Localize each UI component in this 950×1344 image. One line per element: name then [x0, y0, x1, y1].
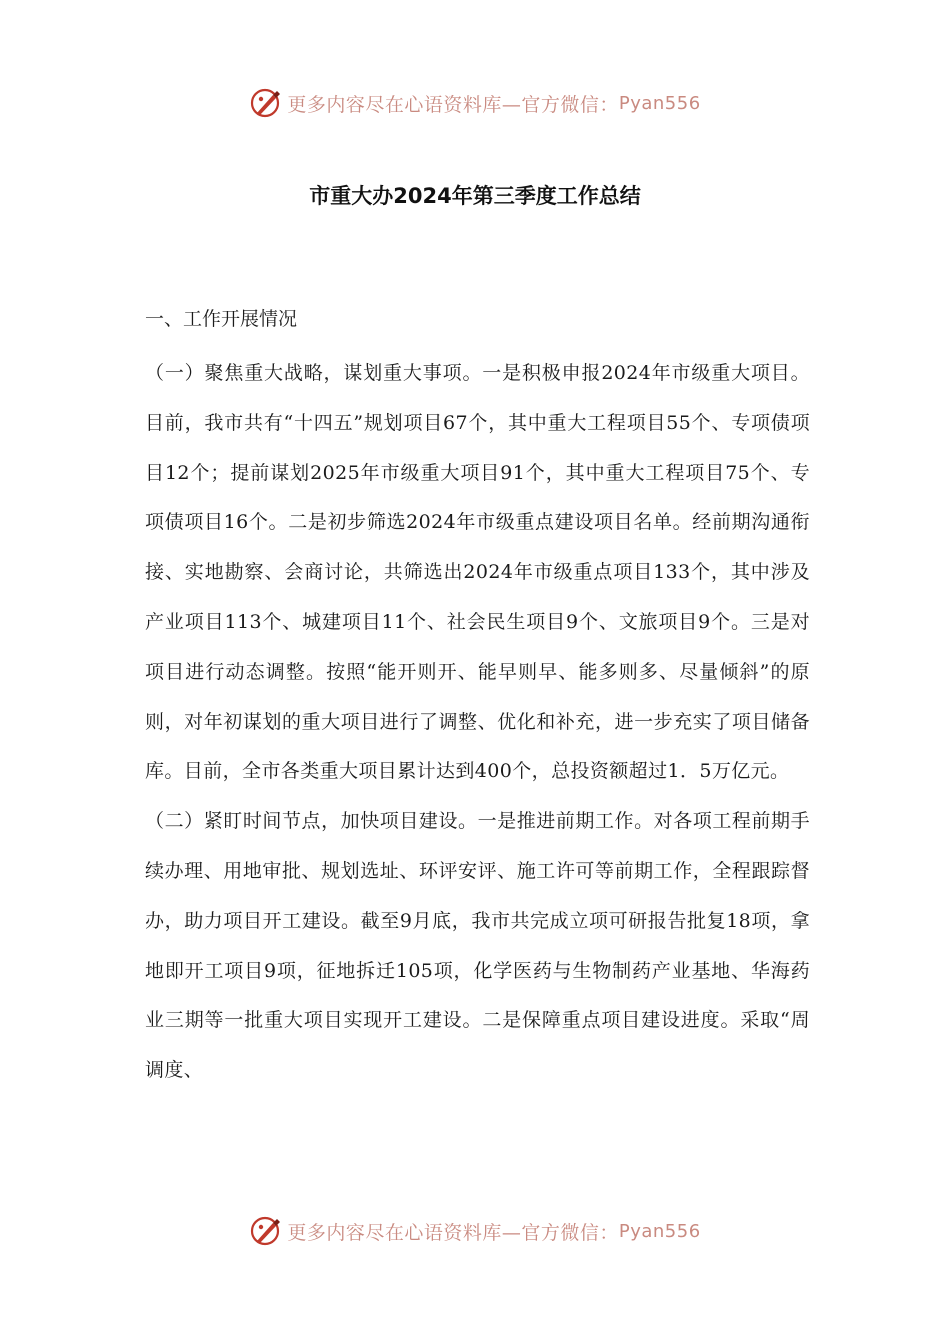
watermark-wechat-id: Pyan556 [618, 1220, 701, 1242]
watermark-footer [0, 1211, 950, 1251]
document-title: 市重大办2024年第三季度工作总结 [309, 184, 641, 208]
pen-logo-icon [249, 1214, 283, 1248]
watermark-text: 更多内容尽在心语资料库—官方微信： [287, 93, 619, 116]
pen-logo-icon [249, 86, 283, 120]
section-heading: 一、工作开展情况 [145, 308, 298, 330]
paragraph-2: （二）紧盯时间节点，加快项目建设。一是推进前期工作。对各项工程前期手续办理、用地审批、规划选址、环评安评、施工许可等前期工作，全程跟踪督办，助力项目开工建设。截至9月底，我市共完成立项可研报告批复18项，拿地即开工项目9项，征地拆迁105项，化学医药与生物制药产业基地、华海药业三期等一批重大项目实现开工建设。二是保障重点项目建设进度。采取“周调度、 [145, 810, 810, 1082]
watermark-header [0, 83, 950, 123]
watermark-text: 更多内容尽在心语资料库—官方微信： [287, 1221, 619, 1244]
document-body [145, 300, 810, 1096]
paragraph-1: （一）聚焦重大战略，谋划重大事项。一是积极申报2024年市级重大项目。目前，我市共有“十四五”规划项目67个，其中重大工程项目55个、专项债项目12个；提前谋划2025年市级重大项目91个，其中重大工程项目75个、专项债项目16个。二是初步筛选2024年市级重点建设项目名单。经前期沟通衔接、实地勘察、会商讨论，共筛选出2024年市级重点项目133个，其中涉及产业项目113个、城建项目11个、社会民生项目9个、文旅项目9个。三是对项目进行动态调整。按照“能开则开、能早则早、能多则多、尽量倾斜”的原则，对年初谋划的重大项目进行了调整、优化和补充，进一步充实了项目储备库。目前，全市各类重大项目累计达到400个，总投资额超过1．5万亿元。 [145, 362, 810, 783]
watermark-wechat-id: Pyan556 [618, 92, 701, 114]
